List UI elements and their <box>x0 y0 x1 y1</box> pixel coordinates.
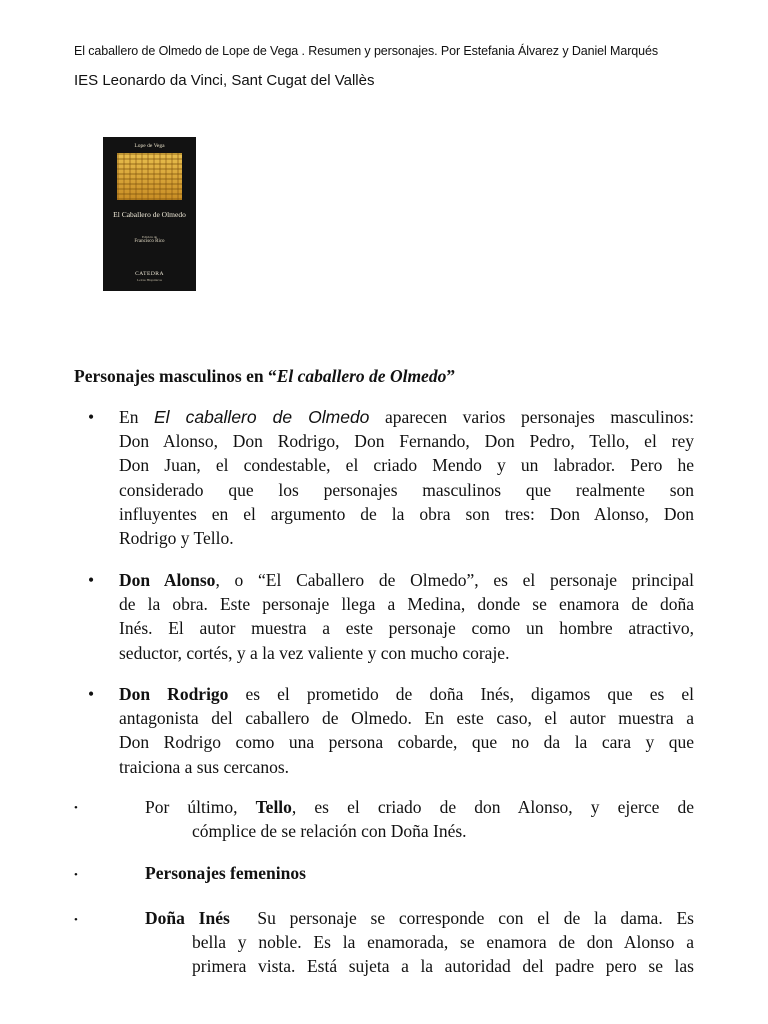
paragraph-line: Inés. El autor muestra a este personaje como un hombre atractivo, <box>119 618 694 639</box>
paragraph-line: Rodrigo y Tello. <box>119 528 234 549</box>
bullet-5: • <box>74 869 78 881</box>
heading-prefix: Personajes masculinos en “ <box>74 366 277 386</box>
paragraph-dona-ines <box>145 906 694 930</box>
inline-work-title: El caballero de Olmedo <box>154 407 370 427</box>
paragraph-line: Doña Inés Su personaje se corresponde con el de la dama. Es <box>145 908 694 928</box>
paragraph-line: seductor, cortés, y a la vez valiente y con mucho coraje. <box>119 642 510 663</box>
heading-suffix: ” <box>446 366 456 386</box>
bullet-3: • <box>88 684 95 704</box>
paragraph-line: Don Rodrigo como una persona cobarde, que no da la cara y que <box>119 732 694 753</box>
paragraph-line: Don Rodrigo es el prometido de doña Inés, digamos que es el <box>119 684 694 704</box>
cover-editor-label: Edición de <box>141 235 158 239</box>
section-heading-male-characters <box>74 366 455 387</box>
paragraph-dona-ines-cont <box>192 930 694 978</box>
bullet-2: • <box>88 570 95 590</box>
paragraph-line: primera vista. Está sujeta a la autoridad del padre pero se las <box>192 956 694 977</box>
cover-title: El Caballero de Olmedo <box>113 210 186 219</box>
paragraph-line: considerado que los personajes masculinos que realmente son <box>119 479 694 500</box>
document-header-school: IES Leonardo da Vinci, Sant Cugat del Vallès <box>74 72 375 89</box>
paragraph-line: Por último, Tello, es el criado de don Alonso, y ejerce de <box>145 797 694 817</box>
paragraph-line: antagonista del caballero de Olmedo. En este caso, el autor muestra a <box>119 708 694 729</box>
book-cover-image <box>103 137 196 291</box>
paragraph-line: Don Alonso, o “El Caballero de Olmedo”, es el personaje principal <box>119 570 694 590</box>
cover-editor: Francisco Rico <box>134 239 165 244</box>
cover-artwork <box>117 153 182 200</box>
paragraph-line: Don Alonso, Don Rodrigo, Don Fernando, Don Pedro, Tello, el rey <box>119 431 694 452</box>
document-header-title: El caballero de Olmedo de Lope de Vega . Resumen y personajes. Por Estefania Álvarez y Daniel Marqués <box>74 44 658 58</box>
heading-work-title: El caballero de Olmedo <box>276 366 447 386</box>
bullet-6: • <box>74 914 78 926</box>
paragraph-don-rodrigo <box>119 682 694 779</box>
paragraph-line: traiciona a sus cercanos. <box>119 756 290 777</box>
cover-author: Lope de Vega <box>134 143 165 149</box>
paragraph-line: bella y noble. Es la enamorada, se enamora de don Alonso a <box>192 932 694 952</box>
paragraph-don-alonso <box>119 568 694 665</box>
paragraph-line: de la obra. Este personaje llega a Medina, donde se enamora de doña <box>119 594 694 615</box>
paragraph-line: En El caballero de Olmedo aparecen varios personajes masculinos: <box>119 407 694 427</box>
cover-series: Letras Hispánicas <box>137 278 162 282</box>
paragraph-tello-line2: cómplice de se relación con Doña Inés. <box>192 821 467 841</box>
paragraph-line: influyentes en el argumento de la obra son tres: Don Alonso, Don <box>119 503 694 524</box>
bullet-4: • <box>74 802 78 814</box>
cover-publisher: CATEDRA <box>135 271 164 277</box>
section-heading-female-characters: Personajes femeninos <box>145 863 306 883</box>
paragraph-tello <box>145 795 694 819</box>
paragraph-intro <box>119 405 694 550</box>
paragraph-line: Don Juan, el condestable, el criado Mendo y un labrador. Pero he <box>119 455 694 476</box>
bullet-1: • <box>88 407 95 427</box>
